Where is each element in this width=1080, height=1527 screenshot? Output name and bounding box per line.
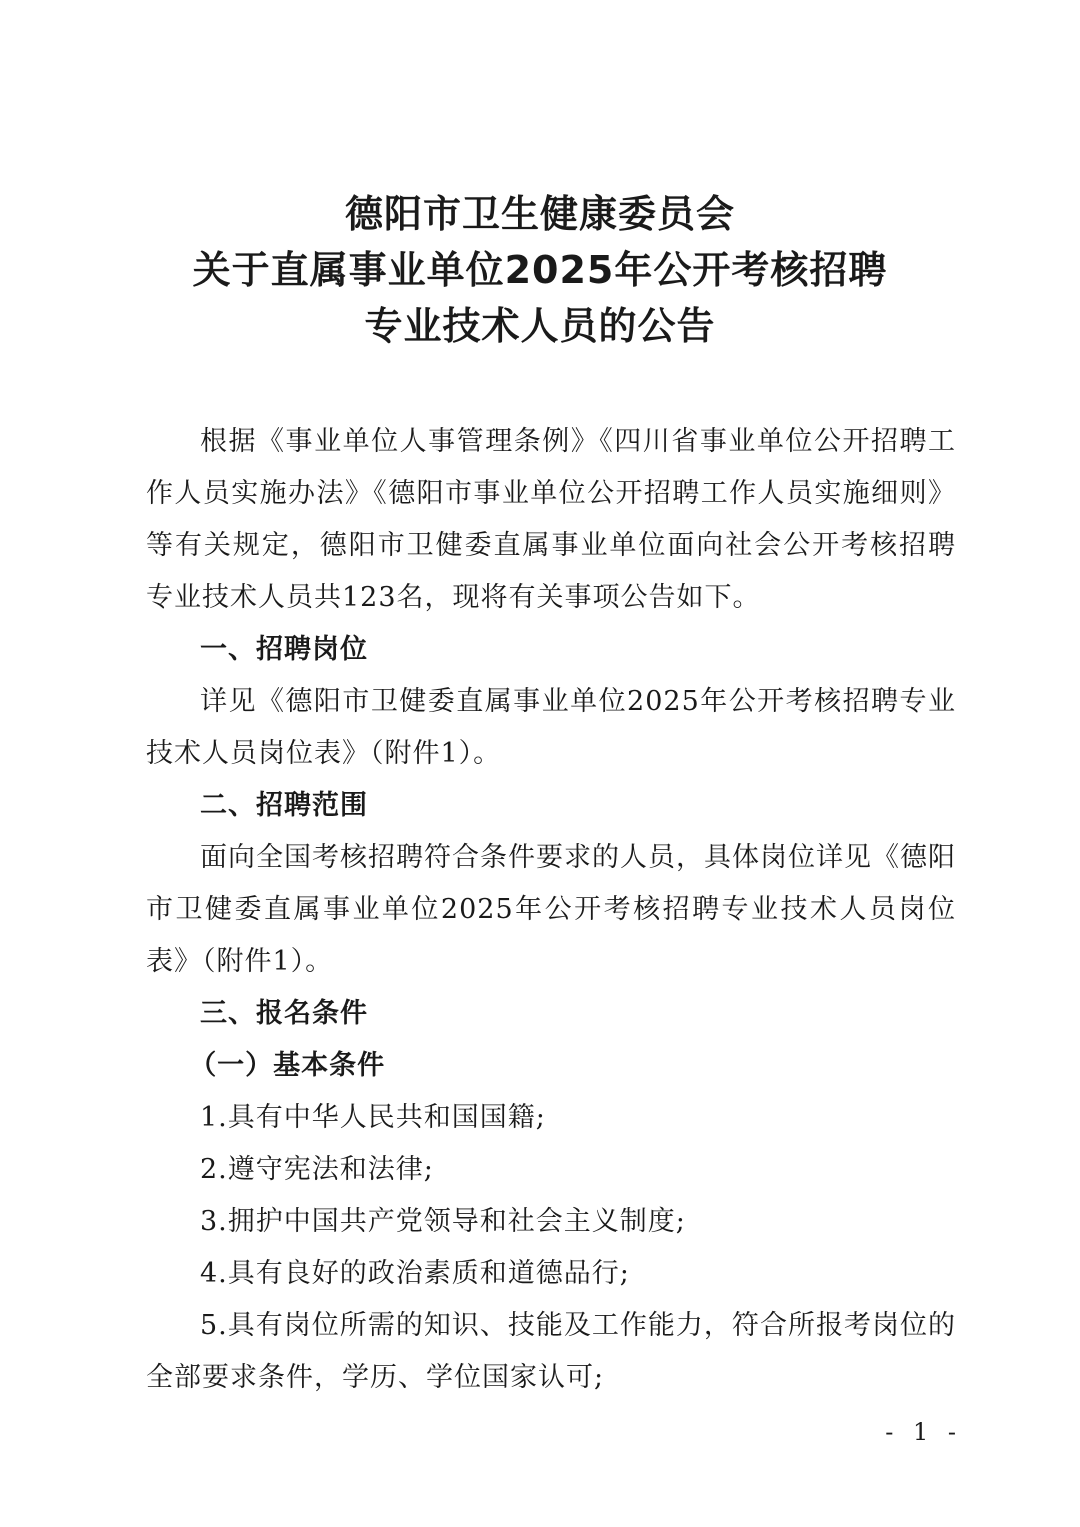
condition-item: 3.拥护中国共产党领导和社会主义制度; <box>200 1206 686 1237</box>
condition-item: 5.具有岗位所需的知识、技能及工作能力，符合所报考岗位的全部要求条件，学历、学位国家认可; <box>146 1310 956 1393</box>
section-text-scope: 面向全国考核招聘符合条件要求的人员，具体岗位详见《德阳市卫健委直属事业单位2025年公开考核招聘专业技术人员岗位表》（附件1）。 <box>146 842 956 977</box>
condition-item: 4.具有良好的政治素质和道德品行; <box>200 1258 630 1289</box>
condition-item: 2.遵守宪法和法律; <box>200 1154 434 1185</box>
page-number: - 1 - <box>885 1418 962 1446</box>
title-line-1: 德阳市卫生健康委员会 <box>344 192 735 236</box>
section-heading-positions: 一、招聘岗位 <box>200 634 368 665</box>
intro-paragraph: 根据《事业单位人事管理条例》《四川省事业单位公开招聘工作人员实施办法》《德阳市事业单位公开招聘工作人员实施细则》等有关规定，德阳市卫健委直属事业单位面向社会公开考核招聘专业技术人员共123名，现将有关事项公告如下。 <box>146 426 956 613</box>
sub-heading-basic-conditions: （一）基本条件 <box>189 1050 386 1081</box>
document-title <box>0 186 1080 354</box>
section-text-positions: 详见《德阳市卫健委直属事业单位2025年公开考核招聘专业技术人员岗位表》（附件1）。 <box>146 686 956 769</box>
title-line-3: 专业技术人员的公告 <box>364 304 716 348</box>
condition-item: 1.具有中华人民共和国国籍; <box>200 1102 546 1133</box>
section-heading-scope: 二、招聘范围 <box>200 790 368 821</box>
title-line-2: 关于直属事业单位2025年公开考核招聘 <box>192 248 888 292</box>
section-heading-conditions: 三、报名条件 <box>200 998 368 1029</box>
document-body <box>146 416 956 1404</box>
